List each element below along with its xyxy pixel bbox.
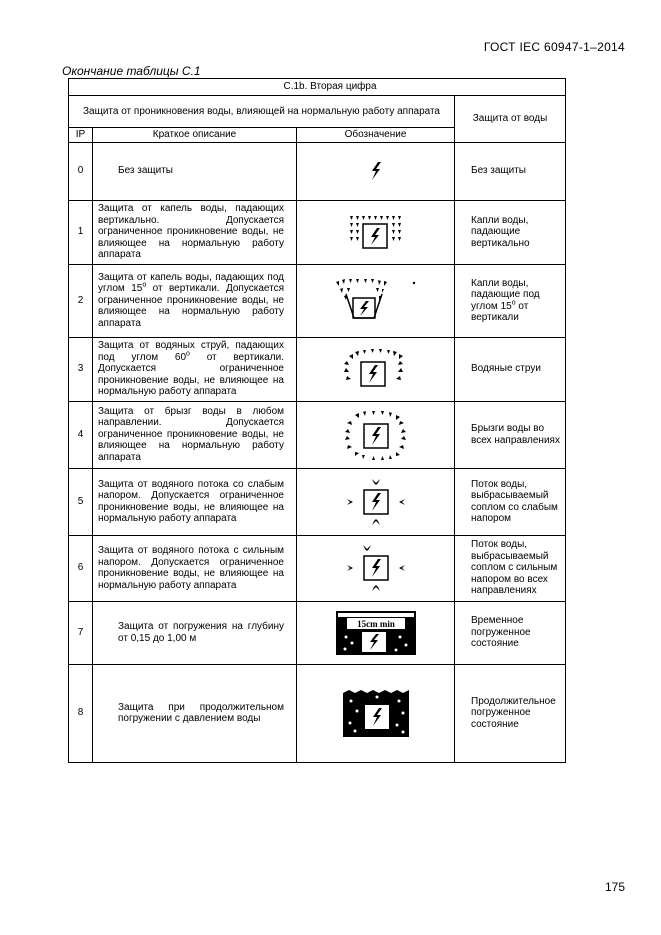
protection-header: Защита от воды (455, 96, 566, 143)
ip-code: 0 (69, 142, 93, 200)
drops-15deg-icon (326, 276, 426, 326)
symbol-column-header: Обозначение (297, 128, 455, 143)
immersion-icon (334, 609, 418, 657)
table-row (69, 535, 566, 601)
ip-water-table (68, 78, 566, 763)
table-row (69, 664, 566, 762)
table-row (69, 337, 566, 401)
ip-code: 8 (69, 664, 93, 762)
row-description: Защита от водяного потока с сильным напором. Допускается ограниченное проникновение воды, не влияющее на нормальную работу аппарата (98, 545, 284, 591)
lightning-icon (356, 156, 396, 186)
protection-type: Без защиты (455, 142, 566, 200)
submersion-icon (341, 687, 411, 739)
water-jets-icon (341, 346, 411, 392)
group-header: Защита от проникновения воды, влияющей на нормальную работу аппарата (69, 96, 455, 128)
row-description: Без защиты (118, 165, 173, 177)
ip-code: 4 (69, 401, 93, 468)
table-row (69, 401, 566, 468)
row-description: Защита от водяного потока со слабым напором. Допускается ограниченное проникновение воды, не влияющее на нормальную работу аппарата (98, 478, 284, 524)
standard-header: ГОСТ IEC 60947-1–2014 (483, 40, 625, 54)
depth-label: 15cm min (356, 618, 395, 629)
row-description: Защита от погружения на глубину от 0,15 до 1,00 м (118, 621, 284, 644)
row-description: Защита от водяных струй, падающих под углом $60^о$ от вертикали. Допускается ограниченное проникновение воды, не влияющее на нормальную работу аппарата (98, 340, 284, 398)
protection-type: Брызги воды во всех направлениях (455, 401, 566, 468)
splashes-icon (341, 407, 411, 463)
table-row (69, 601, 566, 664)
weak-stream-icon (341, 474, 411, 530)
table-caption: Окончание таблицы С.1 (62, 64, 201, 78)
ip-column-header: IP (69, 128, 93, 143)
protection-type: Капли воды, падающие под углом $15^о$ от вертикали (455, 264, 566, 337)
ip-code: 2 (69, 264, 93, 337)
table-row (69, 200, 566, 264)
ip-code: 1 (69, 200, 93, 264)
row-description: Защита при продолжительном погружении с давлением воды (118, 701, 284, 724)
table-title: С.1b. Вторая цифра (69, 79, 566, 96)
page-number: 175 (604, 880, 625, 894)
table-row (69, 468, 566, 535)
protection-type: Продолжительное погруженное состояние (455, 664, 566, 762)
protection-type: Капли воды, падающие вертикально (455, 200, 566, 264)
table-row (69, 264, 566, 337)
ip-code: 3 (69, 337, 93, 401)
protection-type: Временное погруженное состояние (455, 601, 566, 664)
vertical-drops-icon (346, 212, 406, 252)
ip-code: 5 (69, 468, 93, 535)
description-column-header: Краткое описание (93, 128, 297, 143)
row-description: Защита от капель воды, падающих вертикально. Допускается ограниченное проникновение воды, не влияющее на нормальную работу аппарата (98, 203, 284, 261)
protection-type: Поток воды, выбрасываемый соплом со слабым напором (455, 468, 566, 535)
ip-code: 7 (69, 601, 93, 664)
protection-type: Поток воды, выбрасываемый соплом с сильным напором во всех направлениях (455, 535, 566, 601)
table-row (69, 142, 566, 200)
ip-code: 6 (69, 535, 93, 601)
protection-type: Водяные струи (455, 337, 566, 401)
row-description: Защита от капель воды, падающих под углом $15^о$ от вертикали. Допускается ограниченное проникновение воды, не влияющее на нормальную работу аппарата (98, 271, 285, 329)
strong-stream-icon (341, 540, 411, 596)
row-description: Защита от брызг воды в любом направлении. Допускается ограниченное проникновение воды, не влияющее на нормальную работу аппарата (98, 405, 284, 463)
